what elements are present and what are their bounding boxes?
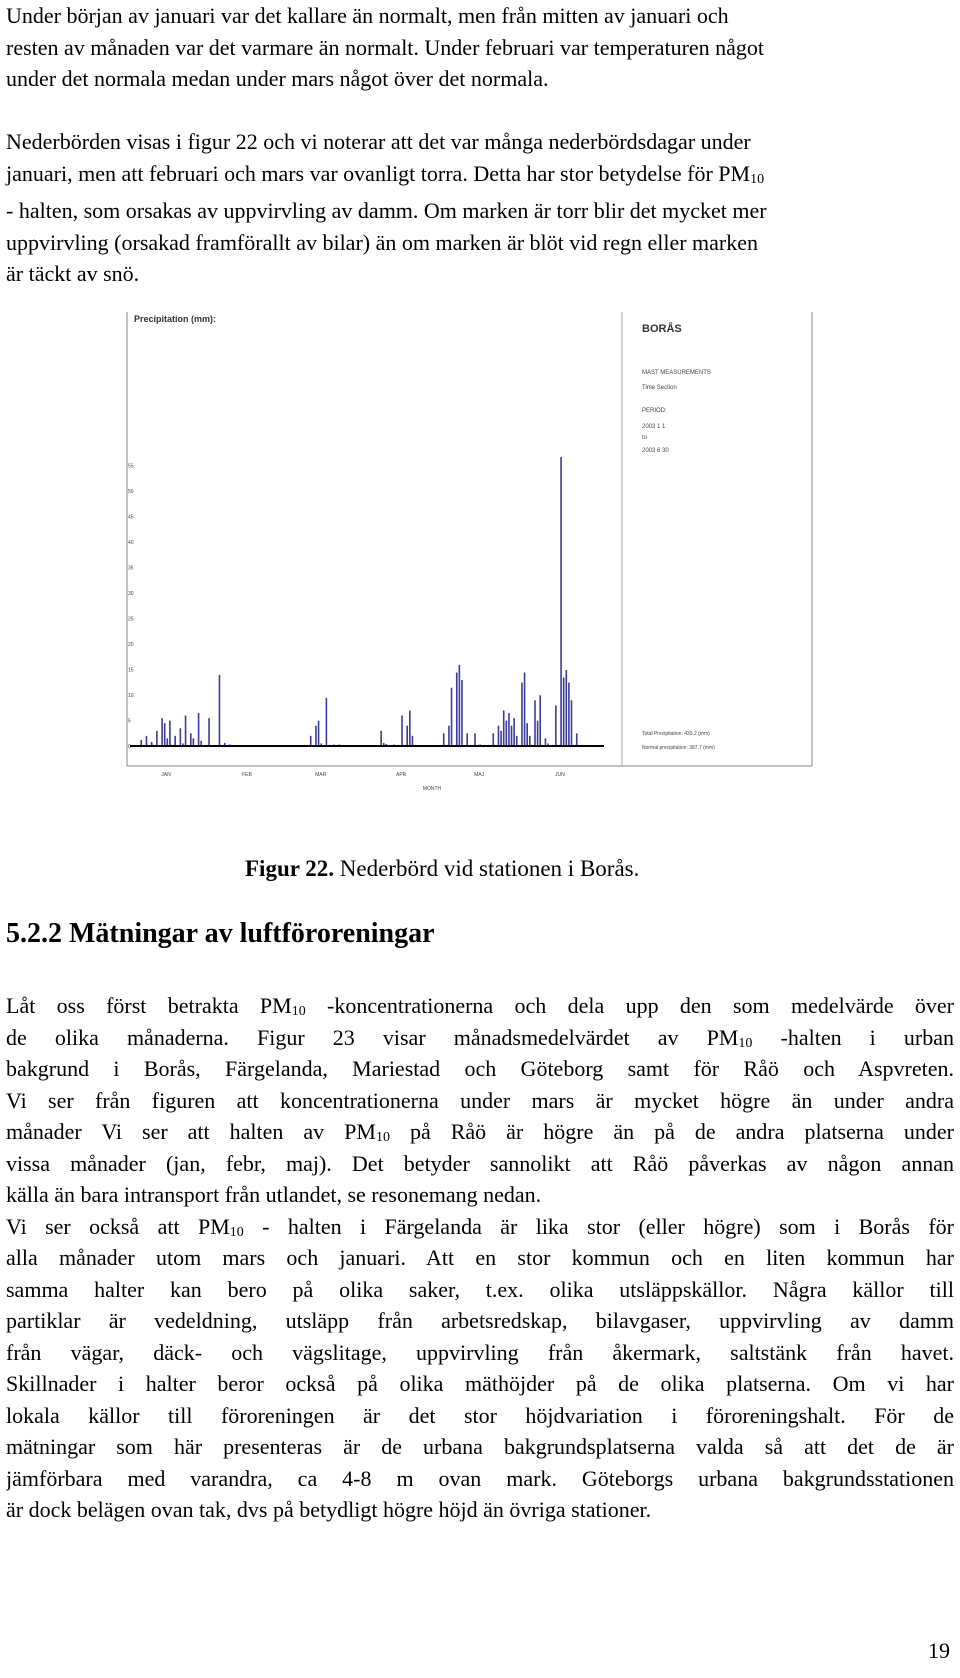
precipitation-chart xyxy=(122,312,819,836)
info-line: to xyxy=(642,435,648,441)
precipitation-bar xyxy=(167,738,169,746)
precipitation-bar xyxy=(451,688,453,746)
normal-precipitation-label: Normal precipitation: 387.7 (mm) xyxy=(642,745,715,751)
page-number: 19 xyxy=(928,1638,950,1663)
precipitation-bar xyxy=(524,672,526,746)
text-segment: Vi ser också att PM xyxy=(6,1213,230,1239)
info-line: 2003 6 30 xyxy=(642,448,669,454)
precipitation-bar xyxy=(474,733,476,746)
precipitation-bar xyxy=(506,721,508,746)
text-segment: är dock belägen ovan tak, dvs på betydligt högre höjd än övriga stationer. xyxy=(6,1497,652,1522)
text-line xyxy=(6,1179,954,1211)
precipitation-bar xyxy=(190,733,192,746)
subscript: 10 xyxy=(229,1224,244,1240)
precipitation-bar xyxy=(492,733,494,746)
precipitation-bar xyxy=(169,721,171,746)
text-segment: källa än bara intransport från utlandet, se resonemang nedan. xyxy=(6,1182,542,1207)
precipitation-bar xyxy=(315,726,317,746)
text-segment: - halten i Färgelanda är lika stor (eller högre) som i Borås för xyxy=(243,1213,954,1239)
text-line xyxy=(6,158,954,196)
text-line xyxy=(6,1085,954,1117)
precipitation-bar xyxy=(539,695,541,746)
precipitation-bar xyxy=(326,698,328,746)
text-segment: vissa månader (jan, febr, maj). Det betyder sannolikt att Råö påverkas av någon annan xyxy=(6,1150,954,1176)
precipitation-bar xyxy=(537,721,539,746)
text-segment: mätningar som här presenteras är de urbana bakgrundsplatserna valda så att det de är xyxy=(6,1434,954,1459)
precipitation-bar xyxy=(503,711,505,746)
subscript: 10 xyxy=(738,1035,753,1051)
y-tick-label: 20 xyxy=(128,642,134,648)
y-tick-label: 30 xyxy=(128,591,134,597)
precipitation-bar xyxy=(401,716,403,746)
precipitation-bar xyxy=(521,683,523,746)
text-line xyxy=(6,1211,954,1243)
precipitation-bar xyxy=(409,711,411,746)
text-line xyxy=(6,1242,954,1274)
text-line xyxy=(6,1116,954,1148)
y-tick-label: 55 xyxy=(128,463,134,470)
text-segment: på Råö är högre än på de andra platserna under xyxy=(389,1119,954,1144)
text-segment: Vi ser från figuren att koncentrationerna under mars är mycket högre än under andra xyxy=(6,1087,954,1113)
station-name: BORÅS xyxy=(642,323,682,335)
precipitation-bar xyxy=(456,672,458,746)
precipitation-bar xyxy=(545,738,547,746)
text-segment: månader Vi ser att halten av PM xyxy=(6,1119,376,1144)
text-line xyxy=(6,1400,954,1432)
precipitation-bar xyxy=(310,736,312,746)
precipitation-bar xyxy=(508,713,510,746)
precipitation-bar xyxy=(318,721,320,746)
precipitation-bar xyxy=(466,733,468,746)
text-line xyxy=(6,1022,954,1054)
precipitation-bar xyxy=(443,733,445,746)
y-tick-label: 0 xyxy=(128,744,131,750)
info-line: 2003 1 1 xyxy=(642,424,666,430)
text-line xyxy=(6,1431,954,1463)
y-tick-label: 10 xyxy=(128,693,134,699)
month-label: FEB xyxy=(242,772,252,778)
section-heading: 5.2.2 Mätningar av luftföroreningar xyxy=(6,918,435,949)
total-precipitation-label: Total Precipitation: 433.2 (mm) xyxy=(642,731,710,737)
text-segment: från vägar, däck- och vägslitage, uppvirvling från åkermark, saltstänk från havet. xyxy=(6,1339,954,1365)
text-segment: partiklar är vedeldning, utsläpp från arbetsredskap, bilavgaser, uppvirvling av damm xyxy=(6,1308,954,1333)
y-tick-label: 5 xyxy=(128,718,131,725)
precipitation-bar xyxy=(516,736,518,746)
precipitation-bar xyxy=(576,733,578,746)
month-label: MAR xyxy=(315,772,327,778)
precipitation-bar xyxy=(180,728,182,746)
text-line: är täckt av snö. xyxy=(6,261,140,286)
precipitation-bar xyxy=(513,718,515,746)
text-segment: samma halter kan bero på olika saker, t.ex. olika utsläppskällor. Några källor till xyxy=(6,1276,954,1302)
text-line xyxy=(6,1368,954,1400)
precipitation-bar xyxy=(161,718,163,746)
text-line xyxy=(6,1305,954,1337)
paragraph-measurements xyxy=(6,990,954,1526)
precipitation-bar xyxy=(208,718,210,746)
precipitation-bar xyxy=(526,723,528,746)
precipitation-bar xyxy=(560,457,562,746)
precipitation-bar xyxy=(500,731,502,746)
month-label: JUN xyxy=(555,772,565,778)
precipitation-bar xyxy=(571,700,573,746)
month-label: APR xyxy=(395,772,407,778)
precipitation-bar xyxy=(461,680,463,746)
precipitation-bar xyxy=(185,716,187,746)
precipitation-bar xyxy=(498,726,500,746)
precipitation-bar xyxy=(198,713,200,746)
paragraph-precipitation xyxy=(6,126,954,290)
y-tick-label: 15 xyxy=(128,667,134,674)
precipitation-bar xyxy=(565,670,567,746)
precipitation-bar xyxy=(555,705,557,746)
subscript: 10 xyxy=(375,1130,390,1145)
text-line xyxy=(6,1274,954,1306)
text-line xyxy=(6,1148,954,1180)
precipitation-bar xyxy=(563,678,565,746)
text-line xyxy=(6,990,954,1022)
caption-label: Figur 22. xyxy=(245,856,335,881)
paragraph-temperature xyxy=(6,0,954,95)
month-label: JAN xyxy=(161,772,171,778)
precipitation-bar xyxy=(511,726,513,746)
precipitation-bar xyxy=(568,683,570,746)
text-segment: -koncentrationerna och dela upp den som medelvärde över xyxy=(305,993,954,1018)
text-segment: lokala källor till föroreningen är det stor höjdvariation i föroreningshalt. För de xyxy=(6,1402,954,1428)
month-label: MAJ xyxy=(474,772,485,778)
text-line xyxy=(6,1053,954,1085)
y-tick-label: 35 xyxy=(128,565,134,572)
info-line: PERIOD: xyxy=(642,408,667,414)
text-line: Nederbörden visas i figur 22 och vi noterar att det var många nederbördsdagar under xyxy=(6,129,751,154)
text-line xyxy=(6,1494,954,1526)
info-line: MAST MEASUREMENTS xyxy=(642,370,711,376)
text-segment: Låt oss först betrakta PM xyxy=(6,993,292,1018)
text-segment: januari, men att februari och mars var ovanligt torra. Detta har stor betydelse för PM xyxy=(6,160,751,186)
x-axis-label: MONTH xyxy=(422,786,442,792)
text-segment: alla månader utom mars och januari. Att en stor kommun och en liten kommun har xyxy=(6,1245,954,1270)
y-tick-label: 50 xyxy=(128,489,134,495)
y-tick-label: 40 xyxy=(128,540,134,546)
precipitation-bar xyxy=(412,736,414,746)
text-segment: jämförbara med varandra, ca 4-8 m ovan mark. Göteborgs urbana bakgrundsstationen xyxy=(6,1465,954,1491)
precipitation-bar xyxy=(219,675,221,746)
precipitation-bar xyxy=(459,665,461,746)
chart-title: Precipitation (mm): xyxy=(134,314,217,324)
text-line: resten av månaden var det varmare än normalt. Under februari var temperaturen något xyxy=(6,34,765,60)
info-line: Time Section xyxy=(642,385,677,391)
text-line: Under början av januari var det kallare än normalt, men från mitten av januari och xyxy=(6,3,729,28)
precipitation-bar xyxy=(193,738,195,746)
precipitation-bar xyxy=(534,700,536,746)
precipitation-bar xyxy=(146,736,148,746)
y-tick-label: 45 xyxy=(128,514,134,521)
chart-svg xyxy=(122,312,819,836)
caption-text: Nederbörd vid stationen i Borås. xyxy=(334,856,640,881)
chart-background xyxy=(122,312,819,836)
text-line: - halten, som orsakas av uppvirvling av damm. Om marken är torr blir det mycket mer xyxy=(6,198,767,223)
subscript: 10 xyxy=(750,171,765,187)
precipitation-bar xyxy=(174,736,176,746)
text-line: uppvirvling (orsakad framförallt av bilar) än om marken är blöt vid regn eller marken xyxy=(6,229,759,255)
precipitation-bar xyxy=(380,731,382,746)
text-segment: -halten i urban xyxy=(752,1024,954,1050)
precipitation-bar xyxy=(448,726,450,746)
precipitation-bar xyxy=(406,726,408,746)
text-segment: Skillnader i halter beror också på olika mäthöjder på de olika platserna. Om vi har xyxy=(6,1371,954,1396)
text-segment: bakgrund i Borås, Färgelanda, Mariestad och Göteborg samt för Råö och Aspvreten. xyxy=(6,1056,954,1081)
text-segment: de olika månaderna. Figur 23 visar månadsmedelvärdet av PM xyxy=(6,1024,739,1050)
text-line xyxy=(6,1463,954,1495)
figure-caption xyxy=(245,856,639,882)
subscript: 10 xyxy=(291,1004,306,1019)
precipitation-bar xyxy=(156,731,158,746)
y-tick-label: 25 xyxy=(128,616,134,623)
precipitation-bar xyxy=(529,736,531,746)
text-line xyxy=(6,1337,954,1369)
precipitation-bar xyxy=(164,723,166,746)
text-line: under det normala medan under mars något över det normala. xyxy=(6,66,549,91)
